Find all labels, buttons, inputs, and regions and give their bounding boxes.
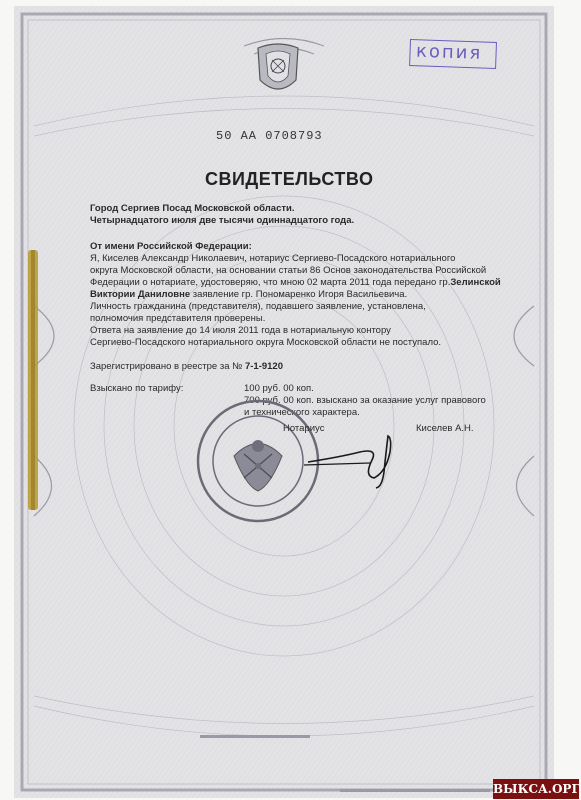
notary-signature [300, 432, 410, 492]
body-line-6: полномочия представителя проверены. [90, 313, 266, 324]
notary-label: Нотариус [283, 423, 325, 434]
recipient-name: Виктории Даниловне [90, 289, 191, 300]
notary-name: Киселев А.Н. [416, 423, 474, 434]
copy-stamp [407, 36, 500, 73]
body-line-3 [90, 277, 501, 289]
body-line-1: Я, Киселев Александр Николаевич, нотариус Сергиево-Посадского нотариального [90, 253, 456, 264]
fine-print-line [200, 735, 310, 738]
body-line-3-text: Федерации о нотариате, удостоверяю, что мною 02 марта 2011 года передано гр. [90, 277, 451, 288]
fee-line-3: и технического характера. [244, 407, 360, 418]
serial-number: 50 АА 0708793 [216, 129, 323, 143]
binding-tape [22, 250, 44, 510]
fine-print-line-2 [340, 789, 490, 792]
registry-number: 7-1-9120 [244, 361, 283, 372]
fee-label: Взыскано по тарифу: [90, 383, 184, 394]
registry-label: Зарегистрировано в реестре за № [90, 361, 243, 372]
registry-line [90, 361, 283, 373]
body-line-4 [90, 289, 407, 301]
on-behalf-line: От имени Российской Федерации: [90, 241, 252, 252]
body-line-8: Сергиево-Посадского нотариального округа Московской области не поступало. [90, 337, 442, 348]
fee-line-2: 700 руб. 00 коп. взыскано за оказание услуг правового [244, 395, 486, 406]
site-watermark-logo: ВЫКСА.ОРГ [493, 779, 579, 799]
date-line: Четырнадцатого июля две тысячи одиннадцатого года. [90, 215, 355, 226]
document-title: СВИДЕТЕЛЬСТВО [205, 169, 374, 189]
body-line-4-text: заявление гр. Пономаренко Игоря Васильевича. [190, 289, 408, 300]
copy-stamp-text: копия [415, 40, 483, 64]
recipient-surname: Зелинской [450, 277, 501, 288]
body-line-2: округа Московской области, на основании статьи 86 Основ законодательства Российской [90, 265, 487, 276]
body-line-5: Личность гражданина (представителя), подавшего заявление, установлена, [90, 301, 426, 312]
coat-of-arms-emblem [250, 40, 306, 102]
body-line-7: Ответа на заявление до 14 июля 2011 года в нотариальную контору [90, 325, 391, 336]
fee-line-1: 100 руб. 00 коп. [244, 383, 314, 394]
city-line: Город Сергиев Посад Московской области. [90, 203, 295, 214]
